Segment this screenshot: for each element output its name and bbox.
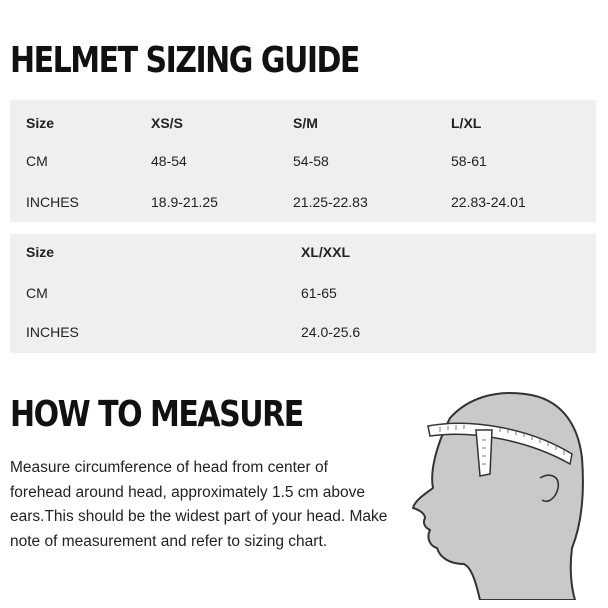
table-header: S/M (293, 115, 318, 131)
table-cell: 22.83-24.01 (451, 194, 526, 210)
table-cell: 18.9-21.25 (151, 194, 218, 210)
measure-description: Measure circumference of head from center of forehead around head, approximately 1.5 cm above ears.This should be the widest part of your head. Make note of measurement and refer to sizing chart. (10, 459, 388, 550)
size-table-1 (10, 100, 596, 222)
table-cell: 24.0-25.6 (301, 324, 361, 340)
table-header: Size (26, 244, 55, 260)
table-cell: 21.25-22.83 (293, 194, 368, 210)
row-label-inches: INCHES (26, 194, 79, 210)
table-cell: 58-61 (451, 153, 487, 169)
table-cell: 61-65 (301, 285, 337, 301)
row-label-cm: CM (26, 285, 48, 301)
table-cell: 48-54 (151, 153, 187, 169)
table-header: XS/S (151, 115, 183, 131)
how-to-measure-title: HOW TO MEASURE (10, 394, 303, 436)
size-table-2 (10, 234, 596, 353)
table-cell: 54-58 (293, 153, 329, 169)
table-header: Size (26, 115, 55, 131)
table-header: L/XL (451, 115, 482, 131)
sizing-guide-title: HELMET SIZING GUIDE (10, 40, 359, 82)
row-label-inches: INCHES (26, 324, 79, 340)
row-label-cm: CM (26, 153, 48, 169)
table-header: XL/XXL (301, 244, 351, 260)
head-measuring-tape-icon (400, 378, 600, 600)
